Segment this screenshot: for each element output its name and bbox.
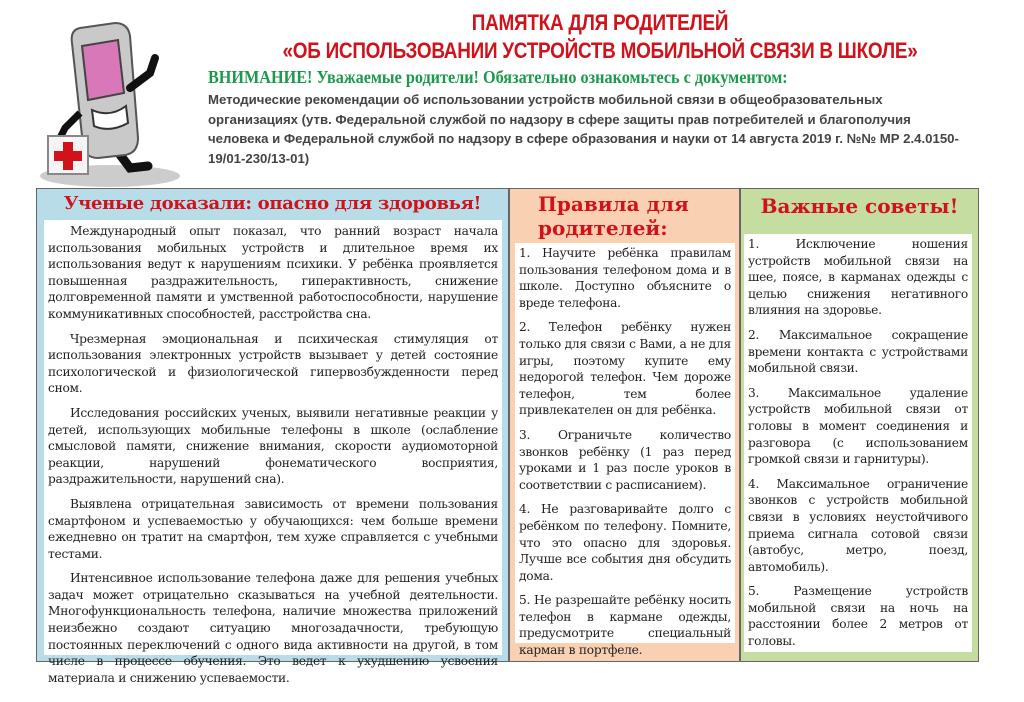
phone-mascot-illustration: [20, 18, 205, 188]
column-title: Важные советы!: [760, 194, 959, 218]
rule-item: 3. Ограничьте количество звонков ребёнку (1 раз перед уроками и 1 раз после уроков в соответствии с расписанием).: [519, 427, 731, 492]
paragraph: Международный опыт показал, что ранний возраст начала использования мобильных устройств и длительное время их использования ведут к нарушениям психики. У ребёнка проявляется повышенная раздражительность, гиперактивность, снижение долговременной памяти и умственной работоспособности, нарушение коммуникативных способностей, расстройства сна.: [48, 224, 498, 321]
tip-item: 1. Исключение ношения устройств мобильной связи на шее, поясе, в карманах одежды с целью снижения негативного влияния на здоровье.: [748, 237, 968, 318]
tip-item: 3. Максимальное удаление устройств мобильной связи от головы в момент соединения и разговора (с использованием громкой связи и гарнитуры).: [748, 385, 968, 467]
column-text: [515, 243, 735, 658]
column-title: Правила для родителей:: [538, 192, 689, 240]
paragraph: Интенсивное использование телефона даже для решения учебных задач может отрицательно сказываться на учебной деятельности. Многофункциональность телефона, наличие множества приложений неизбежно создают ситуацию многозадачности, требующую постоянных переключений с одного вида активности на другой, в том числе в процессе обучения. Это ведет к ухудшению усвоения материала и снижению успеваемости.: [48, 571, 498, 685]
document-reference: Методические рекомендации об использовании устройств мобильной связи в общеобразовательных организациях (утв. Федеральной службой по надзору в сфере защиты прав потребителей и благополучия человека и Федеральной службой по надзору в сфере образования и науки от 14 августа 2019 г. №№ МР 2.4.0150-19/01-230/13-01): [208, 92, 959, 166]
attention-line: ВНИМАНИЕ! Уважаемые родители! Обязательно ознакомьтесь с документом:: [208, 67, 788, 87]
paragraph: Исследования российских ученых, выявили негативные реакции у детей, использующих мобильные телефоны в школе (ослабление смысловой памяти, снижение внимания, скорости аудиомоторной реакции, нарушений фонематического восприятия, раздражительности, нарушений сна).: [48, 405, 498, 487]
column-text: [44, 220, 502, 685]
tip-item: 2. Максимальное сокращение времени контакта с устройствами мобильной связи.: [748, 327, 968, 376]
column-important-tips: [740, 188, 979, 662]
tip-item: 5. Размещение устройств мобильной связи на ночь на расстоянии более 2 метров от головы.: [748, 584, 968, 649]
rule-item: 4. Не разговаривайте долго с ребёнком по телефону. Помните, что это опасно для здоровья. Лучше все события дня обсудить дома.: [519, 502, 731, 583]
column-title: Ученые доказали: опасно для здоровья!: [63, 193, 482, 214]
column-text: [744, 234, 972, 652]
rule-item: 1. Научите ребёнка правилам пользования телефоном дома и в школе. Доступно объясните о вреде телефона.: [519, 246, 731, 310]
rule-item: 5. Не разрешайте ребёнку носить телефон в кармане одежды, предусмотрите специальный карман в портфеле.: [519, 593, 731, 658]
title-line-1: ПАМЯТКА ДЛЯ РОДИТЕЛЕЙ: [471, 10, 729, 35]
column-parent-rules: [509, 188, 740, 662]
title-line-2: «ОБ ИСПОЛЬЗОВАНИИ УСТРОЙСТВ МОБИЛЬНОЙ СВЯЗИ В ШКОЛЕ»: [282, 38, 918, 63]
paragraph: Чрезмерная эмоциональная и психическая стимуляция от использования электронных устройств вызывает у детей состояние психологической и физиологической гипервозбужденности перед сном.: [48, 331, 498, 396]
tip-item: 4. Максимальное ограничение звонков с устройств мобильной связи в условиях неустойчивого приема сигнала сотовой связи (автобус, метро, поезд, автомобиль).: [748, 476, 968, 574]
rule-item: 2. Телефон ребёнку нужен только для связи с Вами, а не для игры, поэтому купите ему недорогой телефон. Чем дороже телефон, тем более привлекателен он для ребёнка.: [519, 320, 731, 418]
paragraph: Выявлена отрицательная зависимость от времени пользования смартфоном и успеваемостью у обучающихся: чем больше времени ежедневно он тратит на смартфон, тем хуже справляется с учебными тестами.: [48, 496, 498, 561]
column-health-dangers: [36, 188, 509, 685]
